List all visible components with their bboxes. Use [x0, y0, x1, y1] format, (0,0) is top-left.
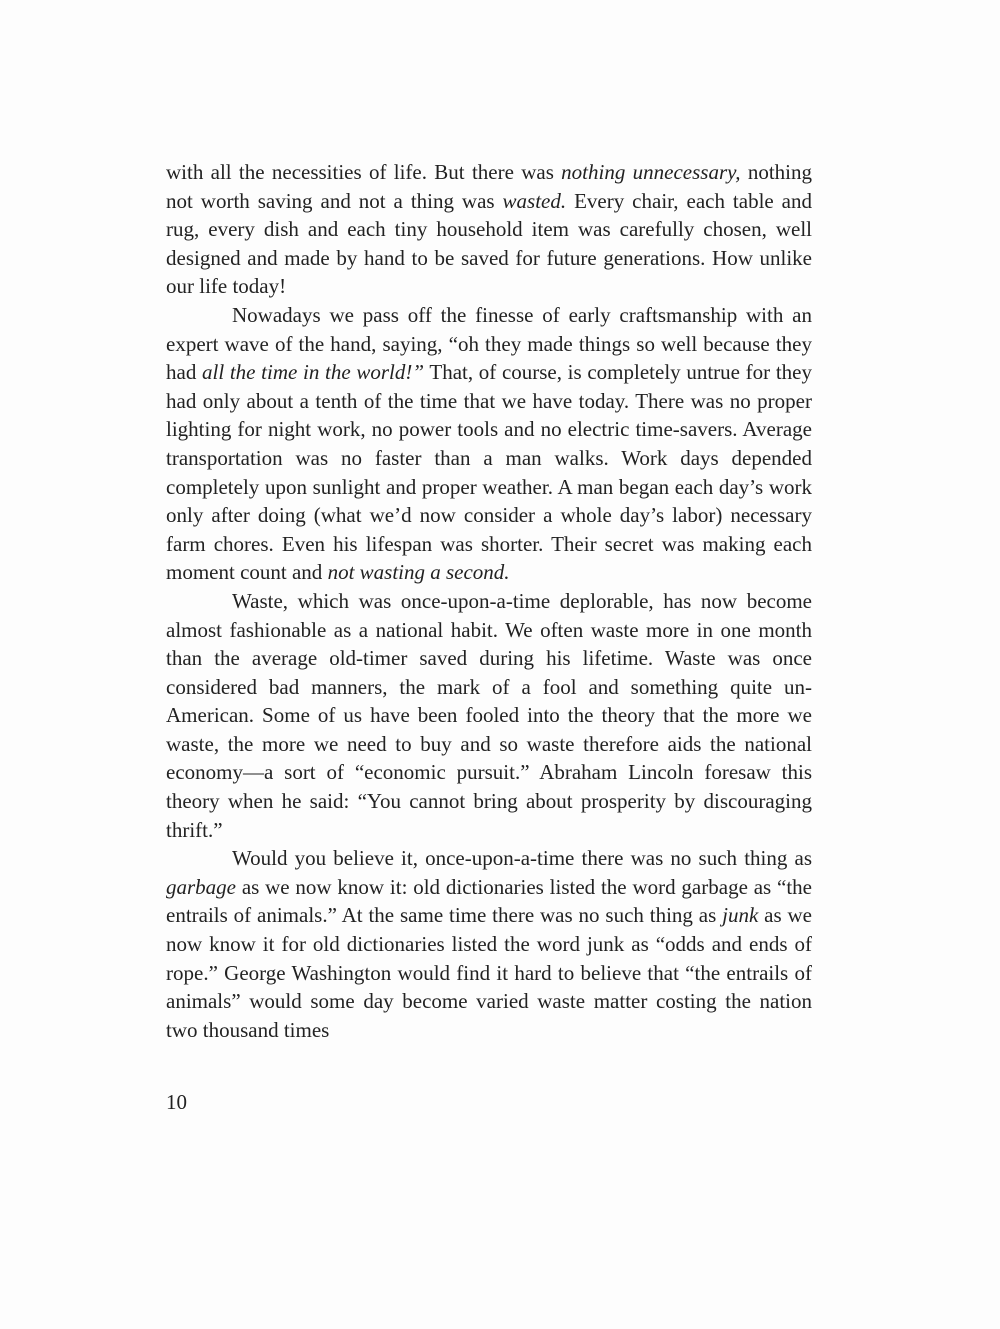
paragraph: [166, 158, 812, 301]
text-run: as we now know it for old dictionaries listed the word junk as “odds and ends of rope.” George Washington would find it hard to believe that “the entrails of animals” would some day become varied waste matter costing the nation two thousand times: [166, 903, 812, 1042]
body-text: [166, 158, 812, 1044]
text-run: Waste, which was once-upon-a-time deplorable, has now become almost fashionable as a national habit. We often waste more in one month than the average old-timer saved during his lifetime. Waste was once considered bad manners, the mark of a fool and something quite un-American. Some of us have been fooled into the theory that the more we waste, the more we need to buy and so waste therefore aids the national economy—a sort of “economic pursuit.” Abraham Lincoln foresaw this theory when he said: “You cannot bring about prosperity by discouraging thrift.”: [166, 588, 812, 842]
text-run: That, of course, is completely untrue for they had only about a tenth of the time that we have today. There was no proper lighting for night work, no power tools and no electric time-savers. Average transportation was no faster than a man walks. Work days depended completely upon sunlight and proper weather. A man began each day’s work only after doing (what we’d now consider a whole day’s labor) necessary farm chores. Even his lifespan was shorter. Their secret was making each moment count and: [166, 360, 812, 585]
text-run: as we now know it: old dictionaries listed the word garbage as “the entrails of animals.” At the same time there was no such thing as: [166, 874, 812, 928]
paragraph: [166, 587, 812, 844]
text-run: Nowadays we pass off the finesse of early craftsmanship with an expert wave of the hand, saying, “oh they made things so well because they had: [166, 302, 812, 385]
italic-text-run: junk: [722, 903, 759, 928]
text-run: with all the necessities of life. But there was: [166, 160, 562, 184]
italic-text-run: all the time in the world!”: [202, 360, 425, 385]
text-run: nothing not worth saving and not a thing was: [166, 160, 812, 213]
paragraph: [166, 844, 812, 1044]
page-number: 10: [166, 1090, 187, 1114]
paragraph: [166, 301, 812, 587]
text-run: Every chair, each table and rug, every dish and each tiny household item was carefully chosen, well designed and made by hand to be saved for future generations. How unlike our life today!: [166, 188, 812, 299]
italic-text-run: not wasting a second.: [327, 560, 510, 585]
italic-text-run: wasted.: [502, 188, 567, 213]
italic-text-run: garbage: [166, 874, 236, 899]
text-run: Would you believe it, once-upon-a-time there was no such thing as: [232, 846, 812, 871]
italic-text-run: nothing unnecessary,: [561, 160, 741, 184]
